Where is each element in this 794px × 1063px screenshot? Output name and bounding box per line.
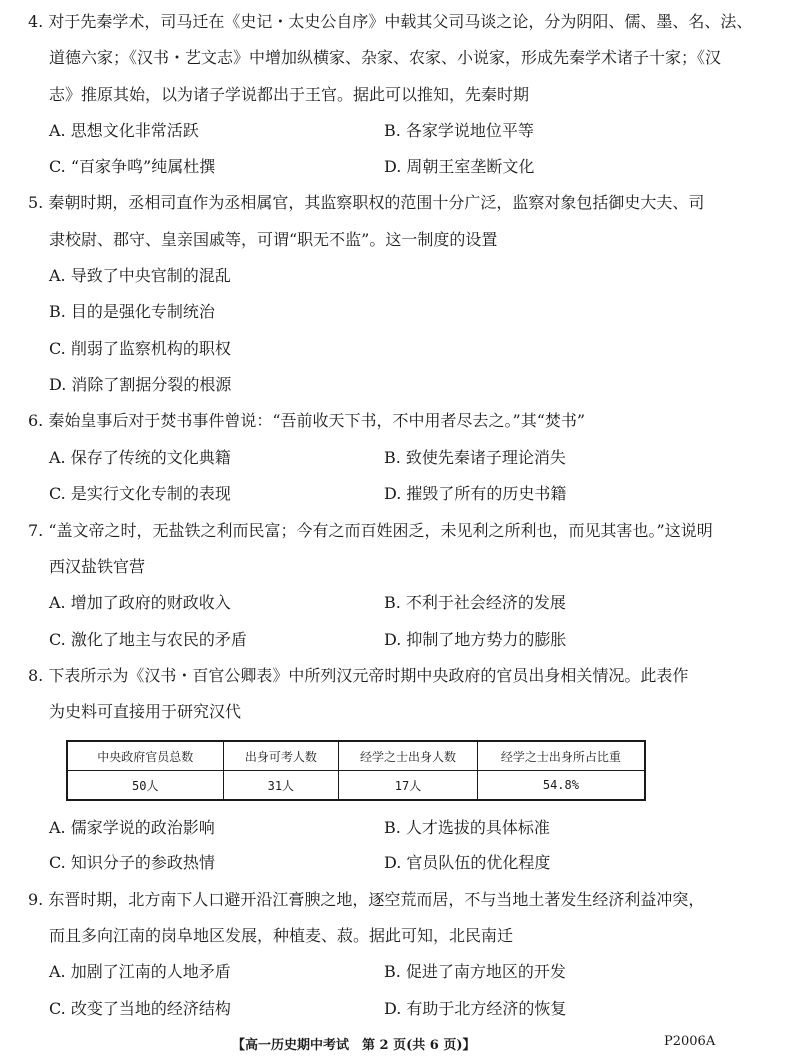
q5-option-a: A. 导致了中央官制的混乱 (49, 266, 231, 285)
q4-stem-line-1: 4. 对于先秦学术，司马迁在《史记・太史公自序》中载其父司马谈之论，分为阴阳、儒、墨、名、法、 (28, 12, 753, 31)
q4-option-b: B. 各家学说地位平等 (384, 121, 534, 140)
q8-option-d: D. 官员队伍的优化程度 (384, 853, 551, 872)
table-header-cell: 经学之士出身人数 (339, 741, 478, 771)
q7-option-a: A. 增加了政府的财政收入 (49, 593, 231, 612)
table-header-row (67, 741, 645, 771)
q5-option-c: C. 削弱了监察机构的职权 (49, 339, 231, 358)
q6-stem-line-1: 6. 秦始皇事后对于焚书事件曾说：“吾前收天下书，不中用者尽去之。”其“焚书” (28, 411, 586, 430)
table-cell: 54.8% (477, 771, 645, 801)
q4-option-d: D. 周朝王室垄断文化 (384, 157, 535, 176)
q8-option-b: B. 人才选拔的具体标准 (384, 818, 550, 837)
exam-code: P2006A (664, 1034, 716, 1049)
q6-option-c: C. 是实行文化专制的表现 (49, 484, 231, 503)
q6-option-a: A. 保存了传统的文化典籍 (49, 448, 231, 467)
table-header-cell: 中央政府官员总数 (67, 741, 223, 771)
q9-stem-line-1: 9. 东晋时期，北方南下人口避开沿江膏腴之地，逐空荒而居，不与当地土著发生经济利益冲突， (28, 890, 705, 909)
q7-option-c: C. 激化了地主与农民的矛盾 (49, 630, 247, 649)
q8-stem-line-1: 8. 下表所示为《汉书・百官公卿表》中所列汉元帝时期中央政府的官员出身相关情况。此表作 (28, 666, 689, 685)
q9-option-c: C. 改变了当地的经济结构 (49, 999, 231, 1018)
q5-option-d: D. 消除了割据分裂的根源 (49, 375, 232, 394)
table-header-cell: 经学之士出身所占比重 (477, 741, 645, 771)
q8-option-a: A. 儒家学说的政治影响 (49, 818, 215, 837)
page-footer: 【高一历史期中考试 第 2 页(共 6 页)】 (232, 1038, 476, 1053)
q7-stem-line-2: 西汉盐铁官营 (49, 557, 146, 576)
q4-option-c: C. “百家争鸣”纯属杜撰 (49, 157, 216, 176)
q9-option-b: B. 促进了南方地区的开发 (384, 962, 566, 981)
table-cell: 50人 (67, 771, 223, 801)
q4-stem-line-3: 志》推原其始，以为诸子学说都出于王官。据此可以推知，先秦时期 (49, 85, 530, 104)
q4-option-a: A. 思想文化非常活跃 (49, 121, 199, 140)
q8-option-c: C. 知识分子的参政热情 (49, 853, 215, 872)
table-cell: 31人 (223, 771, 339, 801)
q5-stem-line-1: 5. 秦朝时期，丞相司直作为丞相属官，其监察职权的范围十分广泛，监察对象包括御史大夫、司 (28, 193, 705, 212)
q7-stem-line-1: 7. “盖文帝之时，无盐铁之利而民富；今有之而百姓困乏，未见利之所利也，而见其害也。”这说明 (28, 521, 713, 540)
table-cell: 17人 (339, 771, 478, 801)
q6-option-d: D. 摧毁了所有的历史书籍 (384, 484, 567, 503)
q4-stem-line-2: 道德六家；《汉书・艺文志》中增加纵横家、杂家、农家、小说家，形成先秦学术诸子十家；《汉 (49, 48, 722, 67)
table-row (67, 771, 645, 801)
q5-option-b: B. 目的是强化专制统治 (49, 302, 215, 321)
q8-stem-line-2: 为史料可直接用于研究汉代 (49, 702, 242, 721)
q9-stem-line-2: 而且多向江南的岗阜地区发展，种植麦、菽。据此可知，北民南迁 (49, 926, 514, 945)
officials-origin-table (66, 740, 646, 801)
q9-option-a: A. 加剧了江南的人地矛盾 (49, 962, 231, 981)
q7-option-d: D. 抑制了地方势力的膨胀 (384, 630, 567, 649)
q6-option-b: B. 致使先秦诸子理论消失 (384, 448, 566, 467)
q5-stem-line-2: 隶校尉、郡守、皇亲国戚等，可谓“职无不监”。这一制度的设置 (49, 230, 498, 249)
q7-option-b: B. 不利于社会经济的发展 (384, 593, 566, 612)
q9-option-d: D. 有助于北方经济的恢复 (384, 999, 567, 1018)
table-header-cell: 出身可考人数 (223, 741, 339, 771)
